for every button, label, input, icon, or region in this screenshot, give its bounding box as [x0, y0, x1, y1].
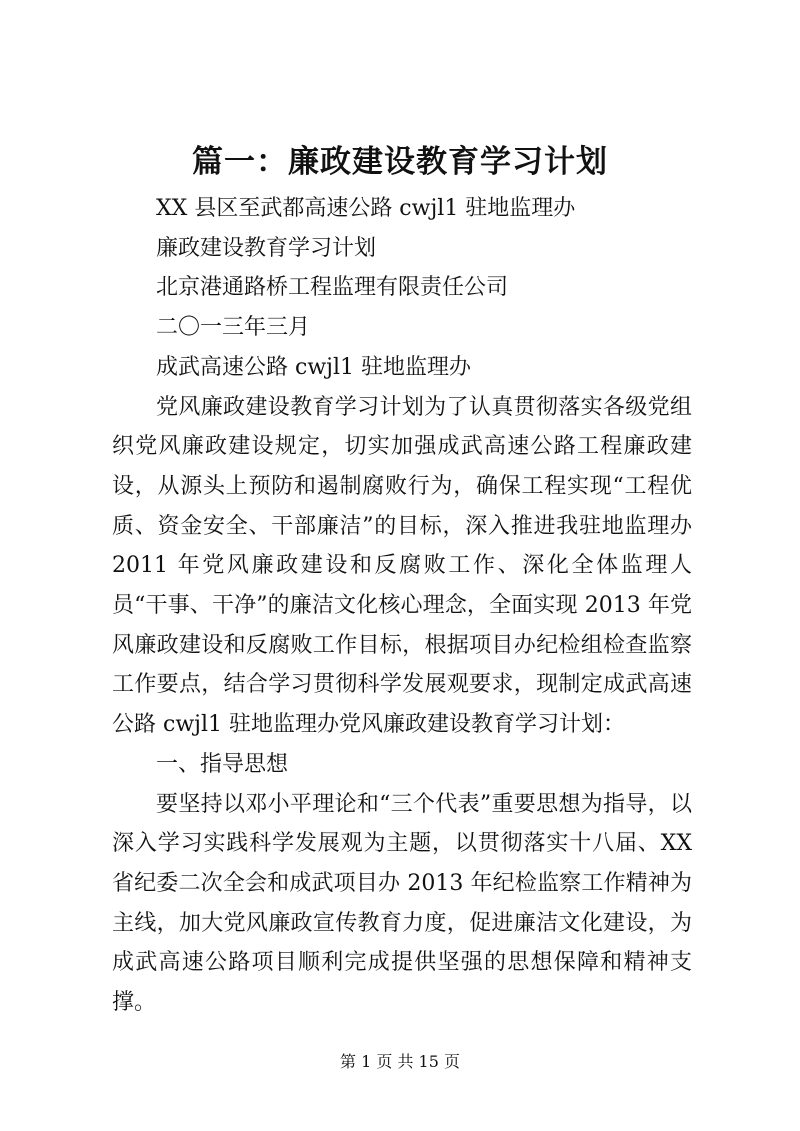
document-title: 篇一：廉政建设教育学习计划 — [192, 144, 608, 180]
section-heading-guiding-thought: 一、指导思想 — [156, 751, 289, 777]
header-line-office: 成武高速公路 cwjl1 驻地监理办 — [156, 354, 471, 380]
header-line-plan-name: 廉政建设教育学习计划 — [156, 235, 377, 261]
document-body — [112, 189, 692, 1023]
header-line-project: XX 县区至武都高速公路 cwjl1 驻地监理办 — [156, 196, 576, 221]
page-number-footer: 第 1 页 共 15 页 — [340, 1052, 460, 1071]
guiding-thought-paragraph: 要坚持以邓小平理论和“三个代表”重要思想为指导，以深入学习实践科学发展观为主题，以贯彻落实十八届、XX 省纪委二次全会和成武项目办 2013 年纪检监察工作精神为主线，加大党风廉政宣传教育力度，促进廉洁文化建设，为成武高速公路项目顺利完成提供坚强的思想保障和精神支撑。 — [112, 791, 692, 1016]
header-line-company: 北京港通路桥工程监理有限责任公司 — [156, 275, 509, 301]
intro-paragraph: 党风廉政建设教育学习计划为了认真贯彻落实各级党组织党风廉政建设规定，切实加强成武高速公路工程廉政建设，从源头上预防和遏制腐败行为，确保工程实现“工程优质、资金安全、干部廉洁”的目标，深入推进我驻地监理办 2011 年党风廉政建设和反腐败工作、深化全体监理人员“干事、干净”的廉洁文化核心理念，全面实现 2013 年党风廉政建设和反腐败工作目标，根据项目办纪检组检查监察工作要点，结合学习贯彻科学发展观要求，现制定成武高速公路 cwjl1 驻地监理办党风廉政建设教育学习计划： — [112, 394, 692, 738]
header-line-date: 二〇一三年三月 — [156, 315, 311, 341]
